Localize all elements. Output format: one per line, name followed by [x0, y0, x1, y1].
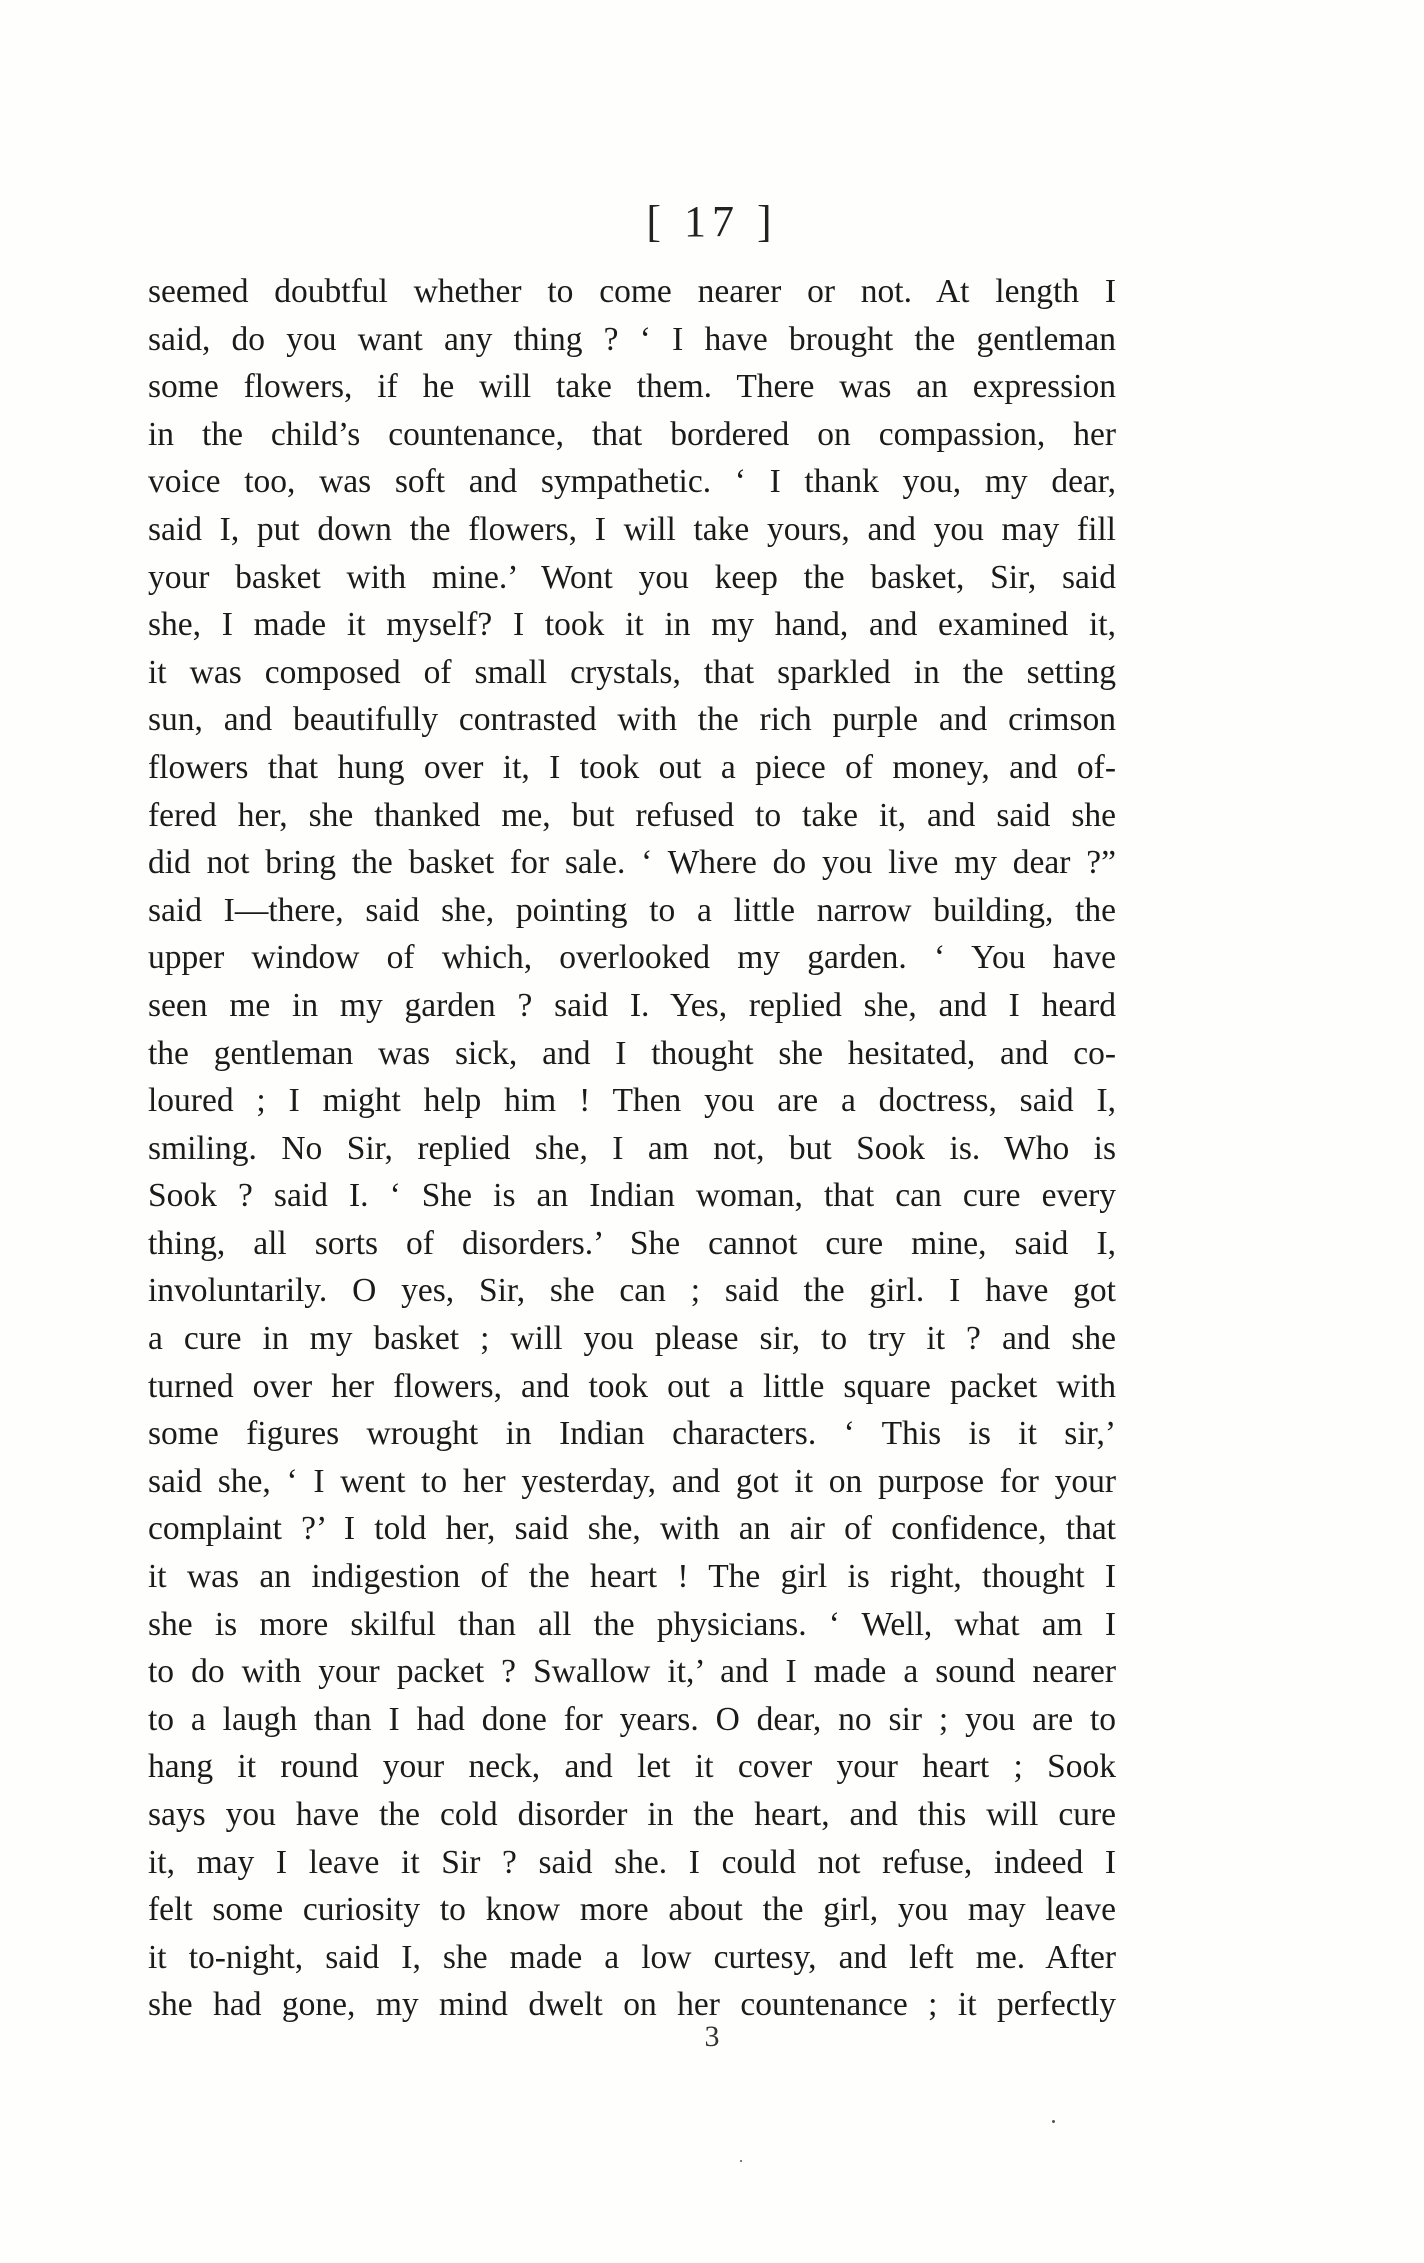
text-line: involuntarily. O yes, Sir, she can ; said the girl. I have got — [148, 1272, 1116, 1310]
text-line: seen me in my garden ? said I. Yes, replied she, and I heard — [148, 986, 1116, 1024]
text-line: complaint ?’ I told her, said she, with an air of confidence, that — [148, 1510, 1116, 1548]
print-speck — [1052, 2120, 1055, 2123]
text-line: seemed doubtful whether to come nearer or not. At length I — [148, 273, 1116, 310]
text-line: a cure in my basket ; will you please sir, to try it ? and she — [148, 1320, 1116, 1358]
text-line: it was composed of small crystals, that sparkled in the setting — [148, 653, 1116, 691]
text-line: did not bring the basket for sale. ‘ Where do you live my dear ?” — [148, 844, 1116, 882]
text-line: some figures wrought in Indian characters. ‘ This is it sir,’ — [148, 1415, 1116, 1453]
text-line: some flowers, if he will take them. There was an expression — [148, 368, 1116, 406]
text-line: loured ; I might help him ! Then you are a doctress, said I, — [148, 1082, 1116, 1120]
text-line: she had gone, my mind dwelt on her countenance ; it perfectly — [148, 1986, 1116, 2024]
body-text — [148, 268, 1116, 2029]
text-line: fered her, she thanked me, but refused to take it, and said she — [148, 796, 1116, 834]
text-line: voice too, was soft and sympathetic. ‘ I thank you, my dear, — [148, 463, 1116, 501]
print-speck — [740, 2160, 742, 2162]
text-line: to a laugh than I had done for years. O dear, no sir ; you are to — [148, 1700, 1116, 1738]
text-line: says you have the cold disorder in the heart, and this will cure — [148, 1796, 1116, 1833]
text-line: she, I made it myself? I took it in my hand, and examined it, — [148, 606, 1116, 644]
text-line: it to-night, said I, she made a low curtesy, and left me. After — [148, 1938, 1116, 1976]
text-line: said I—there, said she, pointing to a little narrow building, the — [148, 891, 1116, 929]
text-line: said she, ‘ I went to her yesterday, and got it on purpose for your — [148, 1462, 1116, 1500]
text-line: upper window of which, overlooked my garden. ‘ You have — [148, 939, 1116, 977]
text-line: flowers that hung over it, I took out a piece of money, and of- — [148, 748, 1116, 786]
text-line: said I, put down the flowers, I will take yours, and you may fill — [148, 510, 1116, 548]
text-line: said, do you want any thing ? ‘ I have brought the gentleman — [148, 320, 1116, 358]
text-line: the gentleman was sick, and I thought she hesitated, and co- — [148, 1034, 1116, 1072]
text-line: sun, and beautifully contrasted with the rich purple and crimson — [148, 701, 1116, 739]
text-line: it was an indigestion of the heart ! The girl is right, thought I — [148, 1558, 1116, 1596]
text-line: hang it round your neck, and let it cover your heart ; Sook — [148, 1748, 1116, 1786]
text-line: she is more skilful than all the physicians. ‘ Well, what am I — [148, 1605, 1116, 1643]
text-line: turned over her flowers, and took out a little square packet with — [148, 1367, 1116, 1405]
text-line: it, may I leave it Sir ? said she. I could not refuse, indeed I — [148, 1843, 1116, 1881]
page-number-header: [ 17 ] — [646, 197, 778, 246]
text-line: in the child’s countenance, that bordered on compassion, her — [148, 415, 1116, 453]
signature-mark: 3 — [704, 2020, 720, 2053]
text-line: Sook ? said I. ‘ She is an Indian woman, that can cure every — [148, 1177, 1116, 1215]
text-line: smiling. No Sir, replied she, I am not, but Sook is. Who is — [148, 1129, 1116, 1167]
text-line: felt some curiosity to know more about the girl, you may leave — [148, 1891, 1116, 1929]
text-line: thing, all sorts of disorders.’ She cannot cure mine, said I, — [148, 1224, 1116, 1262]
text-line: your basket with mine.’ Wont you keep the basket, Sir, said — [148, 558, 1116, 596]
text-line: to do with your packet ? Swallow it,’ and I made a sound nearer — [148, 1653, 1116, 1691]
